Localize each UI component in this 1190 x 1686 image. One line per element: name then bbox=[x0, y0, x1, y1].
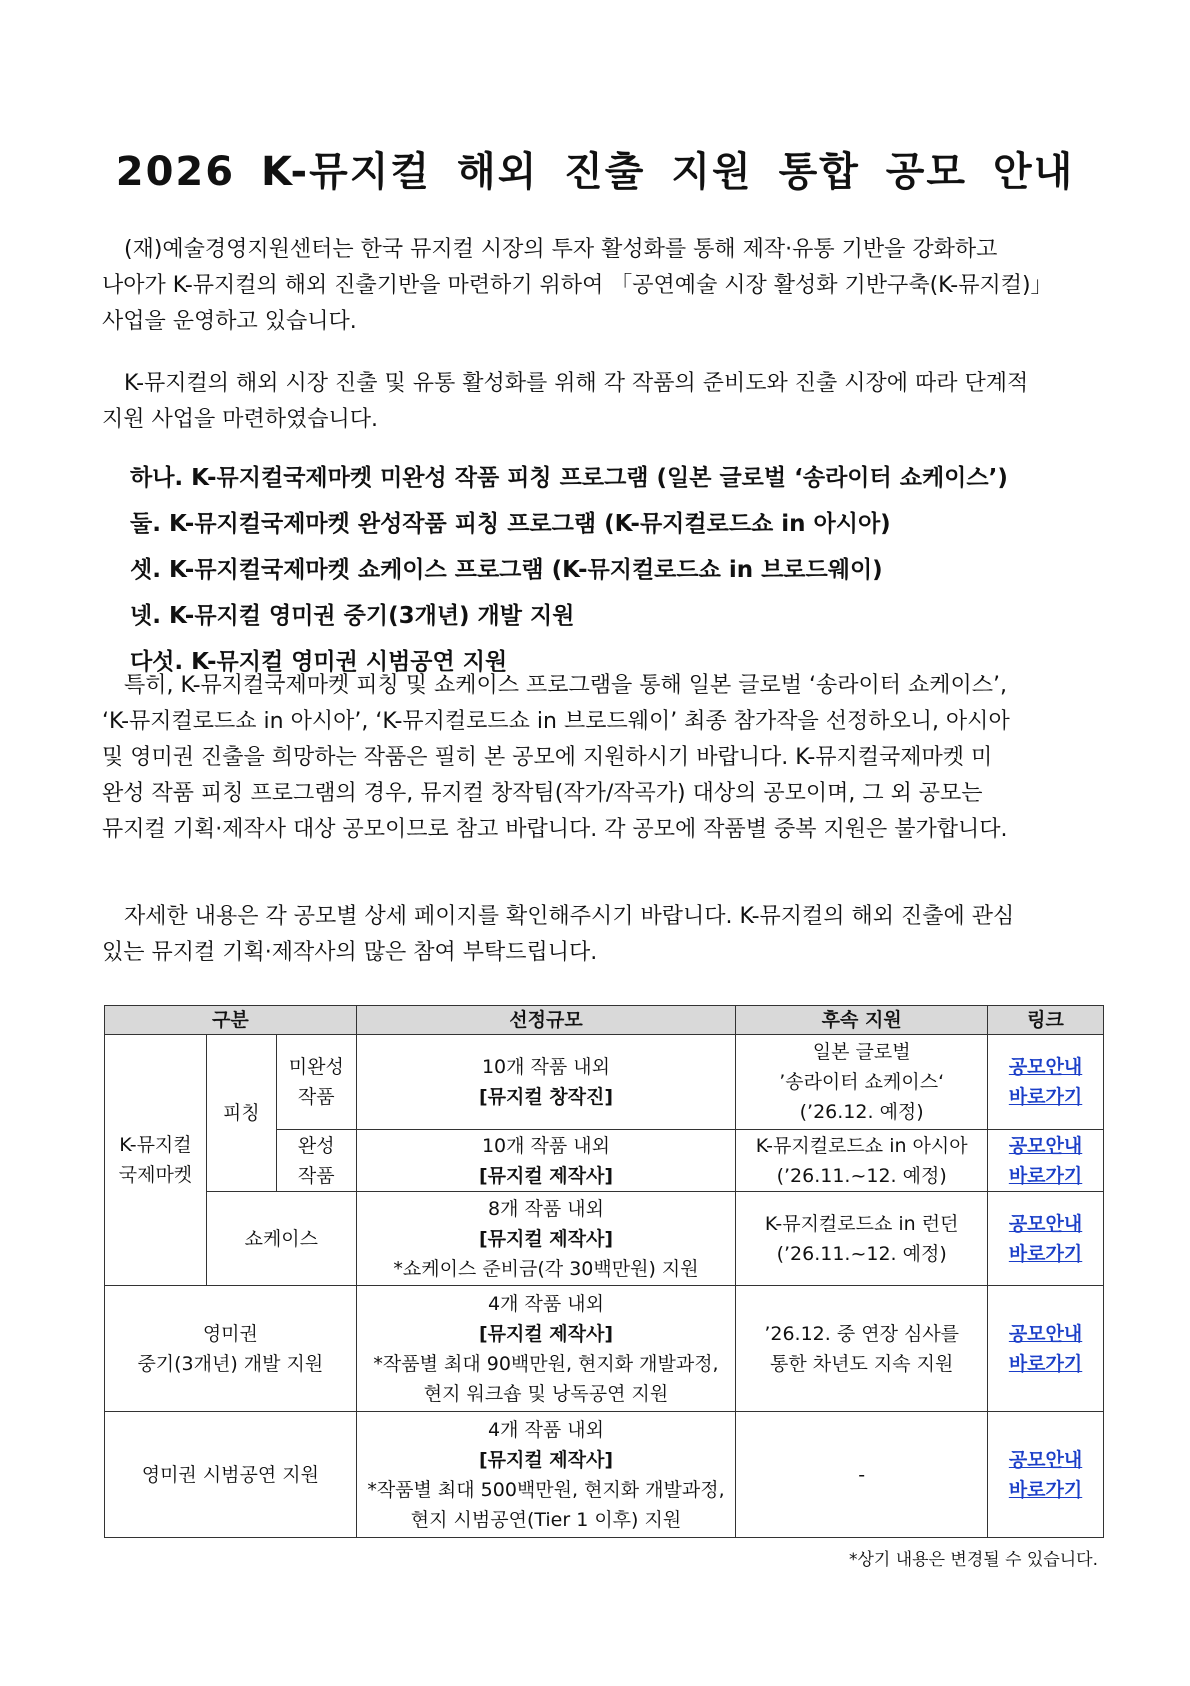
intro-paragraph bbox=[102, 232, 1102, 340]
table-row bbox=[105, 1412, 1104, 1538]
market-label-line: K-뮤지컬 bbox=[119, 1134, 192, 1156]
followup-line: ’26.12. 중 연장 심사를 bbox=[764, 1322, 960, 1345]
incomplete-link-cell bbox=[988, 1035, 1104, 1130]
note-text: 현지 워크숍 및 낭독공연 지원 bbox=[423, 1382, 669, 1405]
midterm-link-cell bbox=[988, 1286, 1104, 1412]
followup-line: (’26.11.~12. 예정) bbox=[776, 1242, 947, 1265]
apply-guide-link[interactable]: 공모안내 bbox=[1008, 1212, 1083, 1235]
pilot-label-cell: 영미권 시범공연 지원 bbox=[105, 1412, 357, 1538]
shortcut-link[interactable]: 바로가기 bbox=[1008, 1164, 1083, 1187]
apply-guide-link[interactable]: 공모안내 bbox=[1008, 1448, 1083, 1471]
footnote: *상기 내용은 변경될 수 있습니다. bbox=[848, 1550, 1098, 1570]
header-scale: 선정규모 bbox=[356, 1006, 736, 1035]
scale-text: 10개 작품 내외 bbox=[481, 1056, 610, 1078]
complete-scale-cell bbox=[356, 1130, 736, 1192]
paragraph-line: 사업을 운영하고 있습니다. bbox=[102, 309, 357, 334]
complete-sub-cell bbox=[276, 1130, 356, 1192]
market-label-line: 국제마켓 bbox=[118, 1164, 193, 1186]
paragraph-line: 완성 작품 피칭 프로그램의 경우, 뮤지컬 창작팀(작가/작곡가) 대상의 공모이며, 그 외 공모는 bbox=[102, 781, 983, 806]
shortcut-link[interactable]: 바로가기 bbox=[1008, 1478, 1083, 1501]
shortcut-link[interactable]: 바로가기 bbox=[1008, 1086, 1083, 1108]
paragraph-line: 나아가 K-뮤지컬의 해외 진출기반을 마련하기 위하여 「공연예술 시장 활성화 기반구축(K-뮤지컬)」 bbox=[102, 273, 1053, 298]
program-item: 하나. K-뮤지컬국제마켓 미완성 작품 피칭 프로그램 (일본 글로벌 ‘송라이터 쇼케이스’) bbox=[130, 465, 1008, 491]
fourth-paragraph bbox=[102, 899, 1102, 971]
apply-guide-link[interactable]: 공모안내 bbox=[1008, 1056, 1083, 1078]
followup-line: 일본 글로벌 bbox=[812, 1041, 911, 1063]
pilot-followup-cell: - bbox=[736, 1412, 988, 1538]
showcase-followup-cell bbox=[736, 1192, 988, 1286]
pilot-link-cell bbox=[988, 1412, 1104, 1538]
program-item: 넷. K-뮤지컬 영미권 중기(3개년) 개발 지원 bbox=[130, 603, 575, 629]
paragraph-line: 지원 사업을 마련하였습니다. bbox=[102, 407, 379, 432]
target-text: [뮤지컬 창작진] bbox=[478, 1086, 614, 1108]
market-label-cell bbox=[105, 1035, 207, 1286]
category-line: 영미권 bbox=[202, 1322, 258, 1345]
shortcut-link[interactable]: 바로가기 bbox=[1008, 1242, 1083, 1265]
paragraph-line: 있는 뮤지컬 기획·제작사의 많은 참여 부탁드립니다. bbox=[102, 940, 598, 965]
incomplete-scale-cell bbox=[356, 1035, 736, 1130]
midterm-scale-cell bbox=[356, 1286, 736, 1412]
table-header-row bbox=[105, 1006, 1104, 1035]
program-list bbox=[130, 455, 1008, 685]
header-followup: 후속 지원 bbox=[736, 1006, 988, 1035]
sub-label-line: 미완성 bbox=[288, 1056, 344, 1078]
third-paragraph bbox=[102, 668, 1102, 848]
paragraph-line: 뮤지컬 기획·제작사 대상 공모이므로 참고 바랍니다. 각 공모에 작품별 중복 지원은 불가합니다. bbox=[102, 817, 1008, 842]
target-text: [뮤지컬 제작사] bbox=[478, 1322, 614, 1345]
showcase-link-cell bbox=[988, 1192, 1104, 1286]
note-text: *작품별 최대 500백만원, 현지화 개발과정, bbox=[367, 1478, 725, 1501]
complete-followup-cell bbox=[736, 1130, 988, 1192]
followup-line: K-뮤지컬로드쇼 in 런던 bbox=[764, 1212, 959, 1235]
program-item: 다섯. K-뮤지컬 영미권 시범공연 지원 bbox=[130, 649, 508, 675]
followup-line: ’송라이터 쇼케이스‘ bbox=[779, 1071, 945, 1093]
second-paragraph bbox=[102, 366, 1102, 438]
paragraph-line: 자세한 내용은 각 공모별 상세 페이지를 확인해주시기 바랍니다. K-뮤지컬의 해외 진출에 관심 bbox=[124, 904, 1015, 929]
shortcut-link[interactable]: 바로가기 bbox=[1008, 1352, 1083, 1375]
paragraph-line: (재)예술경영지원센터는 한국 뮤지컬 시장의 투자 활성화를 통해 제작·유통 기반을 강화하고 bbox=[124, 237, 998, 262]
apply-guide-link[interactable]: 공모안내 bbox=[1008, 1134, 1083, 1157]
sub-label-line: 작품 bbox=[297, 1164, 335, 1187]
program-item: 둘. K-뮤지컬국제마켓 완성작품 피칭 프로그램 (K-뮤지컬로드쇼 in 아시아) bbox=[130, 511, 891, 537]
program-item: 셋. K-뮤지컬국제마켓 쇼케이스 프로그램 (K-뮤지컬로드쇼 in 브로드웨이) bbox=[130, 557, 883, 583]
page-title: 2026 K-뮤지컬 해외 진출 지원 통합 공모 안내 bbox=[115, 149, 1075, 195]
followup-line: 통한 차년도 지속 지원 bbox=[770, 1352, 954, 1375]
scale-text: 4개 작품 내외 bbox=[488, 1418, 604, 1441]
complete-link-cell bbox=[988, 1130, 1104, 1192]
category-line: 중기(3개년) 개발 지원 bbox=[137, 1352, 324, 1375]
sub-label-line: 완성 bbox=[297, 1134, 335, 1157]
target-text: [뮤지컬 제작사] bbox=[478, 1164, 614, 1187]
followup-line: (’26.12. 예정) bbox=[799, 1101, 924, 1123]
scale-text: 4개 작품 내외 bbox=[488, 1292, 604, 1315]
showcase-label-cell: 쇼케이스 bbox=[206, 1192, 356, 1286]
showcase-scale-cell bbox=[356, 1192, 736, 1286]
incomplete-sub-cell bbox=[276, 1035, 356, 1130]
midterm-label-cell bbox=[105, 1286, 357, 1412]
followup-line: K-뮤지컬로드쇼 in 아시아 bbox=[755, 1134, 968, 1157]
pilot-scale-cell bbox=[356, 1412, 736, 1538]
paragraph-line: K-뮤지컬의 해외 시장 진출 및 유통 활성화를 위해 각 작품의 준비도와 진출 시장에 따라 단계적 bbox=[124, 371, 1029, 396]
table-row bbox=[105, 1035, 1104, 1130]
header-link: 링크 bbox=[988, 1006, 1104, 1035]
header-category: 구분 bbox=[105, 1006, 357, 1035]
program-table bbox=[104, 1005, 1104, 1538]
note-text: 현지 시범공연(Tier 1 이후) 지원 bbox=[410, 1508, 682, 1531]
note-text: *작품별 최대 90백만원, 현지화 개발과정, bbox=[373, 1352, 719, 1375]
incomplete-followup-cell bbox=[736, 1035, 988, 1130]
pitching-label-cell: 피칭 bbox=[206, 1035, 276, 1192]
note-text: *쇼케이스 준비금(각 30백만원) 지원 bbox=[393, 1257, 699, 1280]
table-row bbox=[105, 1286, 1104, 1412]
midterm-followup-cell bbox=[736, 1286, 988, 1412]
paragraph-line: 특히, K-뮤지컬국제마켓 피칭 및 쇼케이스 프로그램을 통해 일본 글로벌 ‘송라이터 쇼케이스’, bbox=[124, 673, 1008, 698]
scale-text: 10개 작품 내외 bbox=[481, 1134, 610, 1157]
followup-line: (’26.11.~12. 예정) bbox=[776, 1164, 947, 1187]
paragraph-line: 및 영미권 진출을 희망하는 작품은 필히 본 공모에 지원하시기 바랍니다. K-뮤지컬국제마켓 미 bbox=[102, 745, 993, 770]
apply-guide-link[interactable]: 공모안내 bbox=[1008, 1322, 1083, 1345]
target-text: [뮤지컬 제작사] bbox=[478, 1227, 614, 1250]
target-text: [뮤지컬 제작사] bbox=[478, 1448, 614, 1471]
paragraph-line: ‘K-뮤지컬로드쇼 in 아시아’, ‘K-뮤지컬로드쇼 in 브로드웨이’ 최종 참가작을 선정하오니, 아시아 bbox=[102, 709, 1010, 734]
table-row bbox=[105, 1192, 1104, 1286]
scale-text: 8개 작품 내외 bbox=[488, 1197, 604, 1220]
sub-label-line: 작품 bbox=[297, 1086, 335, 1108]
